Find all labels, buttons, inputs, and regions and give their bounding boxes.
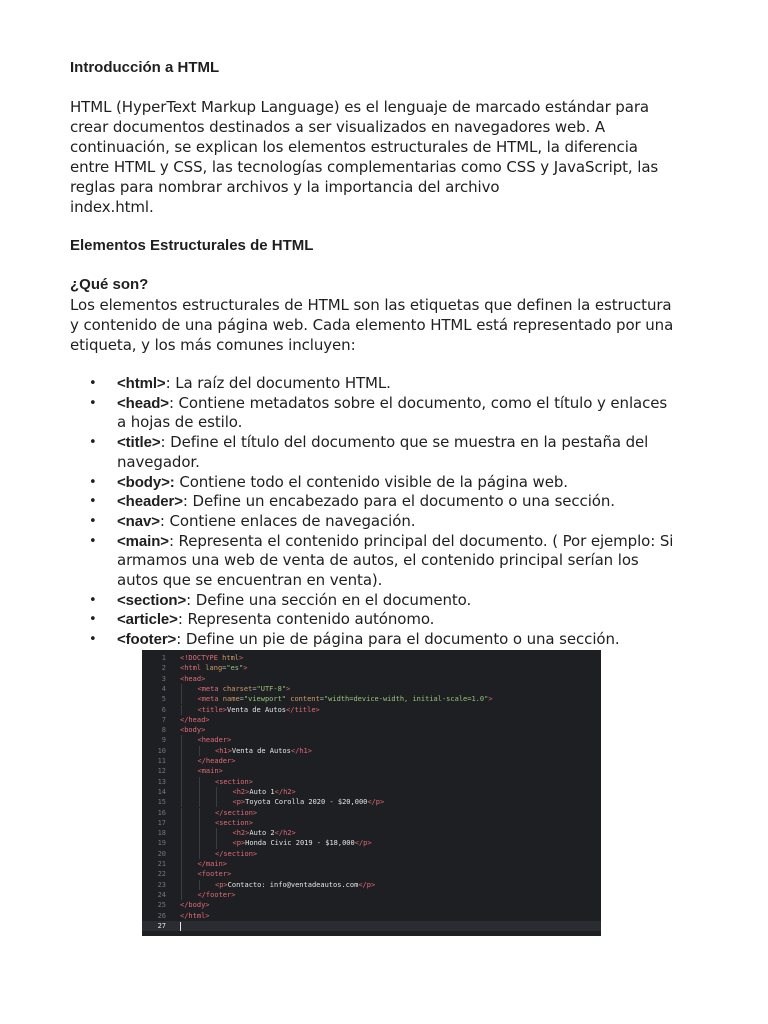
code-token: </html> (180, 911, 210, 920)
code-line (142, 838, 601, 848)
indent-guide (181, 797, 182, 807)
code-line (142, 746, 601, 756)
indent-guide (199, 880, 200, 890)
indent-guide (199, 838, 200, 848)
code-line (142, 849, 601, 859)
code-text (198, 859, 228, 869)
code-line (142, 818, 601, 828)
line-number: 22 (157, 870, 166, 879)
code-token: </h2> (274, 787, 296, 796)
code-token: <section> (215, 818, 253, 827)
code-text (215, 849, 257, 859)
section-paragraph: Los elementos estructurales de HTML son las etiquetas que definen la estructura y contenido de una página web. Cada elemento HTML está representado por una etiqueta, y los más comunes incluyen: (70, 296, 674, 354)
line-number: 8 (161, 726, 166, 735)
code-token: <body> (180, 726, 206, 735)
code-token: = (222, 664, 227, 673)
code-text (180, 653, 243, 663)
line-number: 4 (161, 684, 166, 693)
indent-guide (199, 746, 200, 756)
code-line (142, 725, 601, 735)
code-line (142, 787, 601, 797)
element-tag: <title> (117, 434, 161, 452)
code-token: "width=device-width, initial-scale=1.0" (323, 695, 489, 704)
code-token: </footer> (197, 890, 236, 899)
code-token: Contacto: info@ventadeautos.com (227, 880, 359, 889)
code-token: Toyota Corolla 2020 - $20,000 (245, 798, 368, 807)
element-description: : Contiene enlaces de navegación. (159, 511, 416, 530)
code-token: </h2> (274, 829, 296, 838)
line-number: 26 (157, 911, 166, 920)
code-text (233, 828, 296, 838)
code-text (180, 715, 210, 725)
line-number: 3 (161, 674, 166, 683)
line-number: 18 (157, 829, 166, 838)
code-token: Honda Civic 2019 - $18,000 (245, 839, 355, 848)
code-token: lang (205, 664, 223, 673)
code-token: "viewport" (243, 695, 291, 704)
bullet-icon: • (89, 513, 97, 529)
indent-guide (181, 890, 182, 900)
list-item (70, 610, 710, 630)
element-tag: <header> (117, 493, 183, 511)
element-tag: <nav> (117, 512, 160, 530)
line-number: 21 (157, 860, 166, 868)
element-tag: <body>: (117, 473, 175, 491)
indent-guide (181, 849, 182, 859)
code-editor-screenshot (142, 650, 601, 936)
code-text (198, 684, 291, 694)
code-line (142, 653, 601, 663)
indent-guide (181, 787, 182, 797)
indent-guide (199, 797, 200, 807)
code-text (215, 777, 253, 787)
element-tag: <footer> (117, 631, 177, 649)
line-number: 15 (157, 798, 166, 807)
code-line (142, 828, 601, 838)
code-text (198, 705, 320, 715)
line-number: 25 (157, 901, 166, 910)
code-line (142, 777, 601, 787)
line-number: 12 (157, 767, 166, 776)
code-token: charset (222, 684, 253, 693)
list-item (70, 512, 710, 532)
code-token: Venta de Autos (227, 705, 287, 714)
text-cursor (180, 922, 181, 931)
indent-guide (181, 756, 182, 766)
code-line (142, 684, 601, 694)
list-item (70, 433, 710, 472)
line-number: 19 (157, 839, 166, 848)
line-number: 14 (157, 787, 166, 796)
element-description: : Define un encabezado para el documento o una sección. (182, 492, 615, 511)
element-description: : Define una sección en el documento. (186, 590, 472, 609)
indent-guide (216, 828, 217, 838)
bullet-icon: • (89, 533, 97, 549)
code-token: </section> (215, 849, 258, 858)
code-token: Auto 2 (249, 829, 275, 838)
indent-guide (199, 777, 200, 787)
line-number: 1 (161, 654, 166, 662)
element-description: : Representa el contenido principal del documento. ( Por ejemplo: Si armamos una web de venta de autos, el contenido principal serían los autos que se encuentran en venta). (117, 531, 674, 590)
code-text (215, 746, 312, 756)
indent-guide (199, 818, 200, 828)
code-token: </header> (197, 757, 236, 765)
element-description: : Representa contenido autónomo. (177, 610, 435, 629)
list-item (70, 473, 710, 493)
list-item (70, 630, 710, 650)
line-number: 6 (161, 705, 166, 714)
element-tag: <section> (117, 591, 187, 609)
indent-guide (181, 746, 182, 756)
intro-title: Introducción a HTML (70, 59, 220, 76)
line-number: 20 (157, 849, 166, 858)
code-token: </title> (286, 705, 320, 714)
code-token: </p> (358, 880, 376, 889)
indent-guide (216, 797, 217, 807)
bullet-icon: • (89, 632, 97, 648)
code-token: </p> (354, 839, 372, 848)
bullet-icon: • (89, 474, 97, 490)
indent-guide (181, 735, 182, 745)
line-number: 9 (161, 736, 166, 745)
element-tag: <head> (117, 394, 169, 412)
code-token: <p> (232, 798, 246, 807)
code-line (142, 880, 601, 890)
code-token: <html (180, 664, 206, 673)
code-token: <section> (215, 777, 253, 786)
code-text (198, 766, 223, 776)
code-token: html (222, 654, 240, 662)
bullet-icon: • (89, 435, 97, 451)
element-description: : Contiene metadatos sobre el documento, como el título y enlaces a hojas de estilo. (117, 393, 668, 432)
code-line (142, 694, 601, 704)
code-line (142, 911, 601, 921)
code-line (142, 756, 601, 766)
code-token: <p> (232, 839, 246, 848)
line-number: 23 (157, 880, 166, 889)
indent-guide (181, 694, 182, 704)
indent-guide (216, 838, 217, 848)
code-token: <title> (197, 705, 228, 714)
code-token: = (319, 695, 324, 704)
code-token: = (239, 695, 244, 704)
code-line (142, 859, 601, 869)
list-item (70, 394, 710, 433)
list-item (70, 374, 710, 394)
code-token: Auto 1 (249, 787, 275, 796)
indent-guide (199, 849, 200, 859)
indent-guide (181, 880, 182, 890)
indent-guide (181, 808, 182, 818)
code-text (233, 797, 385, 807)
indent-guide (181, 777, 182, 787)
code-token: <header> (197, 736, 232, 745)
code-text (198, 756, 236, 766)
indent-guide (181, 705, 182, 715)
code-token: <p> (215, 880, 228, 889)
line-number: 16 (157, 808, 166, 817)
element-description: : Define un pie de página para el documento o una sección. (176, 630, 620, 649)
code-token: "es" (226, 664, 244, 673)
code-line (142, 900, 601, 910)
line-number: 2 (161, 664, 166, 673)
code-text (215, 818, 253, 828)
code-text (215, 880, 375, 890)
code-text (180, 663, 247, 673)
code-line (142, 921, 601, 931)
code-token: content (290, 695, 320, 704)
list-item (70, 591, 710, 611)
element-tag: <article> (117, 611, 178, 629)
code-token: <head> (180, 674, 206, 683)
code-line (142, 663, 601, 673)
element-tag: <html> (117, 375, 166, 392)
code-token: <h2> (232, 829, 250, 838)
line-number: 27 (157, 921, 166, 930)
code-text (198, 890, 236, 900)
code-token: </head> (180, 715, 210, 724)
line-number: 24 (157, 890, 166, 899)
code-token: </section> (215, 808, 258, 817)
element-description: : La raíz del documento HTML. (165, 374, 391, 392)
elements-list (70, 374, 710, 650)
code-token: > (286, 684, 291, 693)
line-number: 17 (157, 818, 166, 827)
code-token: "UTF-8" (256, 684, 287, 693)
code-text (233, 787, 296, 797)
indent-guide (181, 838, 182, 848)
indent-guide (181, 859, 182, 869)
indent-guide (181, 828, 182, 838)
section-title: Elementos Estructurales de HTML (70, 237, 314, 254)
code-line (142, 797, 601, 807)
indent-guide (181, 766, 182, 776)
indent-guide (181, 869, 182, 879)
bullet-icon: • (89, 592, 97, 608)
list-item (70, 492, 710, 512)
indent-guide (199, 808, 200, 818)
code-text (180, 674, 205, 684)
section-subtitle: ¿Qué son? (70, 276, 149, 293)
code-line (142, 674, 601, 684)
indent-guide (216, 787, 217, 797)
document-page (70, 58, 710, 650)
code-text (180, 911, 210, 921)
code-token: > (243, 664, 248, 673)
code-line (142, 869, 601, 879)
indent-guide (181, 818, 182, 828)
code-token: </p> (367, 798, 385, 807)
code-line (142, 715, 601, 725)
element-tag: <main> (117, 532, 169, 550)
code-text (198, 869, 232, 879)
code-token: </h1> (290, 746, 312, 755)
code-line (142, 705, 601, 715)
indent-guide (181, 684, 182, 694)
code-token: <h1> (215, 746, 232, 755)
code-token: <meta (197, 695, 223, 704)
code-text (198, 735, 232, 745)
code-token: <main> (197, 767, 223, 776)
code-line (142, 735, 601, 745)
bullet-icon: • (89, 395, 97, 411)
line-number: 5 (161, 695, 166, 704)
list-item (70, 532, 710, 591)
line-number: 10 (157, 746, 166, 755)
code-text (233, 838, 372, 848)
code-token: > (488, 695, 493, 704)
bullet-icon: • (89, 494, 97, 510)
code-token: <meta (197, 684, 223, 693)
line-number: 13 (157, 777, 166, 786)
element-description: : Define el título del documento que se muestra en la pestaña del navegador. (117, 433, 649, 471)
intro-paragraph: HTML (HyperText Markup Language) es el lenguaje de marcado estándar para crear documentos destinados a ser visualizados en navegadores web. A continuación, se explican los elementos estructurales de HTML, la diferencia entre HTML y CSS, las tecnologías complementarias como CSS y JavaScript, las reglas para nombrar archivos y la importancia del archivo index.html. (70, 98, 659, 216)
bullet-icon: • (89, 376, 97, 391)
code-token: </main> (197, 860, 228, 868)
code-token: <!DOCTYPE (180, 654, 223, 662)
code-token: <h2> (232, 787, 250, 796)
element-description: Contiene todo el contenido visible de la página web. (174, 472, 568, 491)
indent-guide (199, 787, 200, 797)
indent-guide (199, 828, 200, 838)
code-line (142, 766, 601, 776)
code-token: > (239, 654, 244, 662)
bullet-icon: • (89, 612, 97, 628)
code-token: = (252, 684, 257, 693)
line-number: 11 (157, 757, 166, 765)
code-token: </body> (180, 901, 210, 910)
code-text (180, 900, 210, 910)
code-text (215, 808, 257, 818)
code-text (198, 694, 493, 704)
code-token: name (222, 695, 240, 704)
code-token: Venta de Autos (231, 746, 291, 755)
line-number: 7 (161, 715, 166, 724)
code-line (142, 890, 601, 900)
code-line (142, 808, 601, 818)
code-token: <footer> (197, 870, 232, 879)
code-text (180, 725, 205, 735)
